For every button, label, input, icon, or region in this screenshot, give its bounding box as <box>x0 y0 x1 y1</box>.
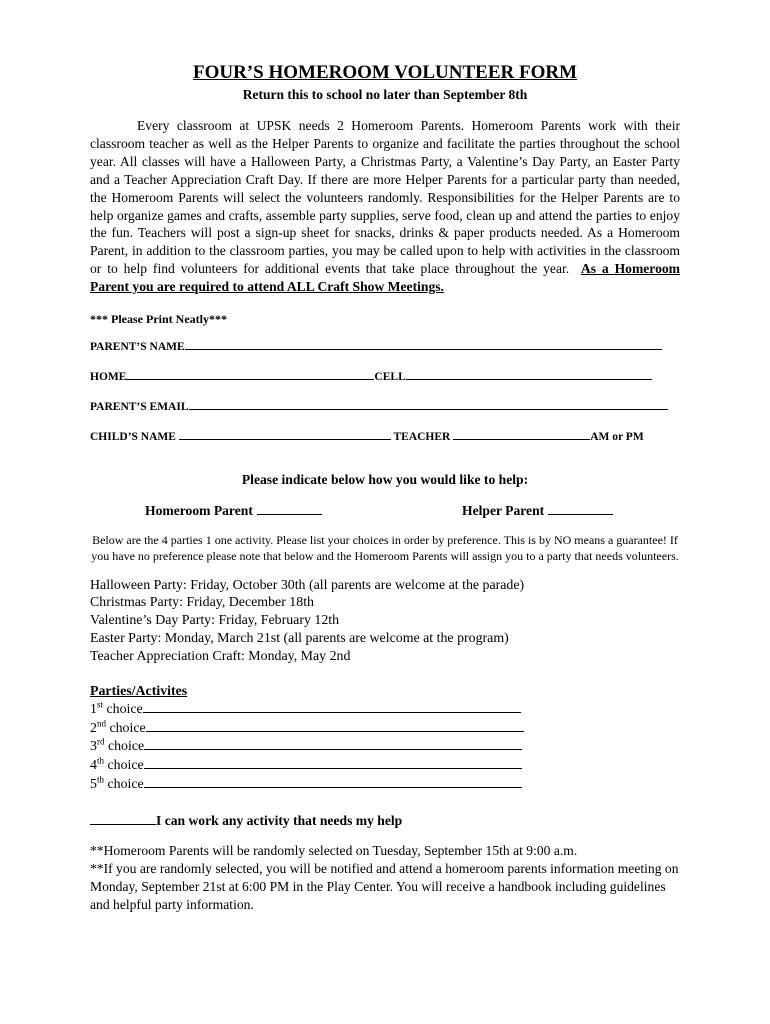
choice-row <box>90 719 680 738</box>
selection-notes <box>90 842 680 914</box>
role-options <box>90 502 680 520</box>
helper-parent-option <box>462 502 613 519</box>
print-neatly-note: *** Please Print Neatly*** <box>90 312 227 327</box>
parent-name-field[interactable] <box>185 337 662 350</box>
home-phone-field[interactable] <box>126 367 374 380</box>
child-name-label: CHILD’S NAME <box>90 431 176 444</box>
choice-number: 3 <box>90 739 97 755</box>
choice-number: 1 <box>90 701 97 717</box>
choice-suffix: nd <box>96 717 106 728</box>
choice-label: choice <box>109 720 146 736</box>
help-heading: Please indicate below how you would like to help: <box>241 472 529 488</box>
activities-heading: Parties/Activites <box>90 683 188 699</box>
choice-row <box>90 775 680 794</box>
choice-suffix: th <box>96 755 104 766</box>
parent-email-row <box>90 397 680 417</box>
party-item: Christmas Party: Friday, December 18th <box>90 595 315 611</box>
home-label: HOME <box>90 371 127 384</box>
choice-label: choice <box>107 739 145 755</box>
party-item: Teacher Appreciation Craft: Monday, May 2nd <box>90 648 351 664</box>
choice-suffix: st <box>96 699 103 710</box>
choice-row <box>90 756 680 775</box>
party-item: Valentine’s Day Party: Friday, February 12th <box>90 613 340 629</box>
preference-note: Below are the 4 parties 1 one activity. Please list your choices in order by preference. This is by NO means a guarantee! If you have no preference please note that below and the Homeroom Parents will assign you to a party that needs volunteers. <box>91 533 679 564</box>
phone-row <box>90 367 680 387</box>
choice-suffix: th <box>96 774 104 785</box>
homeroom-parent-label: Homeroom Parent <box>145 503 253 519</box>
choice-field[interactable] <box>143 700 521 713</box>
volunteer-form <box>90 62 680 914</box>
teacher-label: TEACHER <box>393 431 451 444</box>
any-activity-label: I can work any activity that needs my help <box>156 813 403 829</box>
intro-body: Every classroom at UPSK needs 2 Homeroom Parents. Homeroom Parents work with their classroom teacher as well as the Helper Parents to organize and facilitate the parties throughout the school year. All classes will have a Halloween Party, a Christmas Party, a Valentine’s Day Party, an Easter Party and a Teacher Appreciation Craft Day. If there are more Helper Parents for a particular party than needed, the Homeroom Parents will select the volunteers randomly. Responsibilities for the Helper Parents are to help organize games and crafts, assemble party supplies, serve food, clean up and attend the parties to enjoy the fun. Teachers will post a sign-up sheet for snacks, drinks & paper products needed. As a Homeroom Parent, in addition to the classroom parties, you may be called upon to help with activities in the classroom or to help find volunteers for additional events that take place throughout the year. <box>90 118 680 277</box>
cell-phone-field[interactable] <box>406 367 652 380</box>
meeting-requirement: As a Homeroom Parent you are required to attend ALL Craft Show Meetings. <box>90 261 681 295</box>
page-title: FOUR’S HOMEROOM VOLUNTEER FORM <box>192 62 578 83</box>
parent-name-label: PARENT’S NAME <box>90 341 185 354</box>
choice-row <box>90 700 680 719</box>
choice-row <box>90 737 680 756</box>
homeroom-parent-field[interactable] <box>257 502 322 515</box>
meeting-info-note: **If you are randomly selected, you will be notified and attend a homeroom parents information meeting on Monday, September 21st at 6:00 PM in the Play Center. You will receive a handbook including guidelines and helpful party information. <box>90 861 679 912</box>
helper-parent-label: Helper Parent <box>462 503 545 519</box>
return-deadline: Return this to school no later than September 8th <box>242 87 528 102</box>
party-item: Easter Party: Monday, March 21st (all parents are welcome at the program) <box>90 631 509 647</box>
choice-field[interactable] <box>144 775 522 788</box>
choice-number: 2 <box>90 720 97 736</box>
choice-label: choice <box>106 701 143 717</box>
selection-date-note: **Homeroom Parents will be randomly selected on Tuesday, September 15th at 9:00 a.m. <box>90 843 578 859</box>
any-activity-field[interactable] <box>90 812 156 825</box>
intro-paragraph <box>90 117 680 296</box>
party-item: Halloween Party: Friday, October 30th (all parents are welcome at the parade) <box>90 577 525 593</box>
child-name-field[interactable] <box>179 427 391 440</box>
choice-number: 4 <box>90 758 97 774</box>
choice-label: choice <box>107 758 144 774</box>
helper-parent-field[interactable] <box>548 502 613 515</box>
choice-suffix: rd <box>96 736 105 747</box>
parent-name-row <box>90 337 680 357</box>
teacher-field[interactable] <box>453 427 590 440</box>
am-pm-label: AM or PM <box>590 431 644 444</box>
party-list <box>90 577 680 666</box>
parent-email-label: PARENT’S EMAIL <box>90 401 189 414</box>
choice-label: choice <box>107 777 144 793</box>
choice-field[interactable] <box>144 756 522 769</box>
child-row <box>90 427 680 447</box>
any-activity-row <box>90 812 680 829</box>
choice-field[interactable] <box>144 737 522 750</box>
cell-label: CELL <box>374 371 406 384</box>
parent-email-field[interactable] <box>189 397 668 410</box>
choice-field[interactable] <box>146 719 524 732</box>
homeroom-parent-option <box>145 502 322 519</box>
choice-number: 5 <box>90 777 97 793</box>
